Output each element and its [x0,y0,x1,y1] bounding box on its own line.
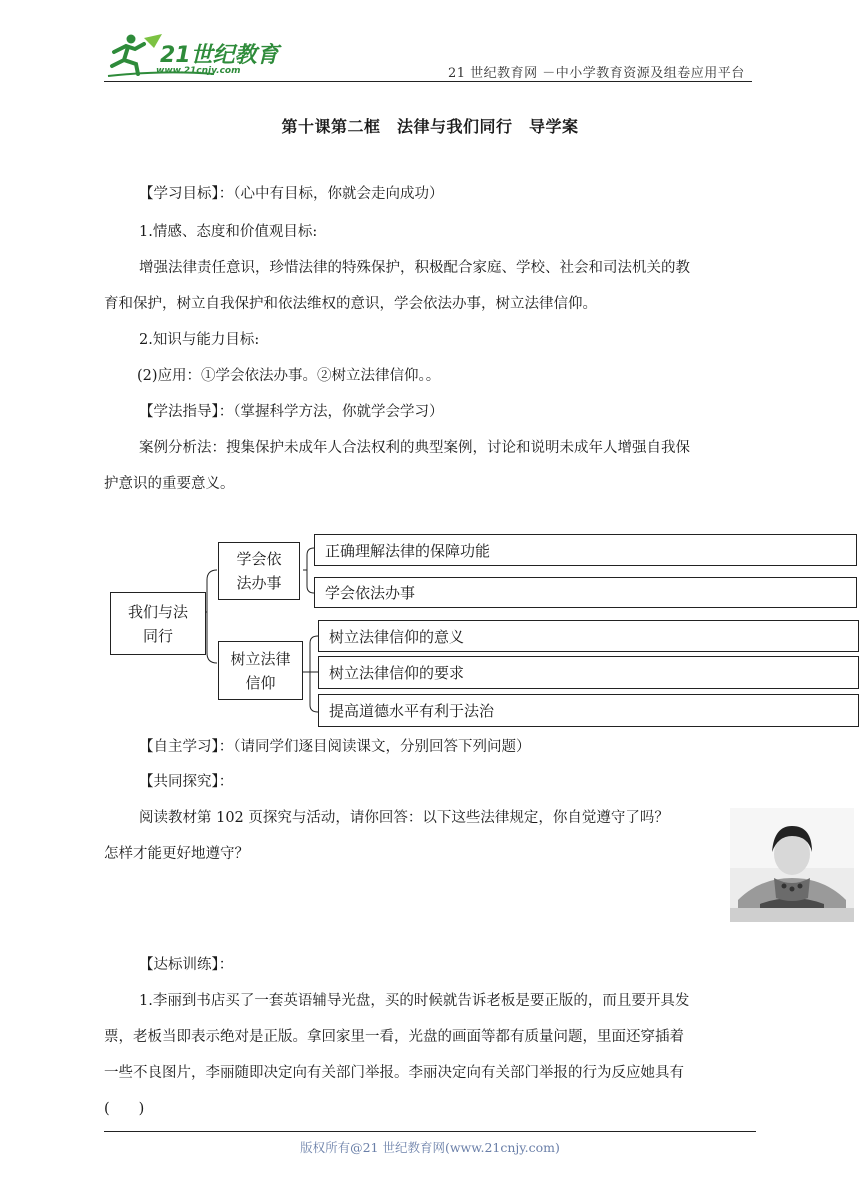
self-study-line [139,737,531,757]
logo-url: www.21cnjy.com [156,66,241,76]
footer-copyright: 版权所有@21 世纪教育网(www.21cnjy.com) [300,1140,560,1155]
footer-divider [104,1131,756,1132]
goal2-title: 2.知识与能力目标: [139,332,260,348]
diagram-root: 我们与法同行 [110,592,206,655]
explore-heading: 【共同探究】： [139,774,234,790]
q1-line2: 票，老板当即表示绝对是正版。拿回家里一看，光盘的画面等都有质量问题，里面还穿插着 [104,1029,684,1045]
explore-line2: 怎样才能更好地遵守？ [104,846,249,862]
method-line2: 护意识的重要意义。 [104,476,235,492]
diagram-leaf-2: 学会依法办事 [314,577,857,608]
diagram-leaf-4: 树立法律信仰的要求 [318,656,859,689]
method-note: （掌握科学方法，你就学会学习） [233,404,444,420]
header-site-text: 21 世纪教育网 －中小学教育资源及组卷应用平台 [448,66,745,81]
logo-text: 21世纪教育 [160,43,279,68]
diagram-leaf-5: 提高道德水平有利于法治 [318,694,859,727]
q1-line3: 一些不良图片，李丽随即决定向有关部门举报。李丽决定向有关部门举报的行为反应她具有 [104,1065,684,1081]
goal1-line1: 增强法律责任意识，珍惜法律的特殊保护，积极配合家庭、学校、社会和司法机关的教 [139,260,690,276]
page-title: 第十课第二框 法律与我们同行 导学案 [281,117,579,136]
self-study-heading: 【自主学习】： [139,739,234,755]
student-portrait-image [730,808,854,922]
q1-line4: ( ) [104,1101,145,1117]
goal1-title: 1.情感、态度和价值观目标: [139,224,318,240]
diagram-leaf-3: 树立法律信仰的意义 [318,620,859,652]
goal1-line2: 育和保护，树立自我保护和依法维权的意识，学会依法办事，树立法律信仰。 [104,296,597,312]
method-line1: 案例分析法：搜集保护未成年人合法权利的典型案例，讨论和说明未成年人增强自我保 [139,440,690,456]
method-heading: 【学法指导】： [139,404,234,420]
student-photo [730,808,854,922]
goals-note: （心中有目标，你就会走向成功） [233,186,444,202]
self-study-note: （请同学们逐目阅读课文，分别回答下列问题） [233,739,531,755]
q1-line1: 1.李丽到书店买了一套英语辅导光盘，买的时候就告诉老板是要正版的，而且要开具发 [139,993,690,1009]
goal2-line: (2)应用：①学会依法办事。②树立法律信仰。。 [137,368,441,384]
diagram-branch-2: 树立法律信仰 [218,641,303,700]
diagram-branch-1: 学会依法办事 [218,542,300,600]
goals-heading: 【学习目标】： [139,186,234,202]
diagram-leaf-1: 正确理解法律的保障功能 [314,534,857,566]
train-heading: 【达标训练】： [139,957,234,973]
explore-line1: 阅读教材第 102 页探究与活动，请你回答：以下这些法律规定，你自觉遵守了吗？ [139,810,669,826]
